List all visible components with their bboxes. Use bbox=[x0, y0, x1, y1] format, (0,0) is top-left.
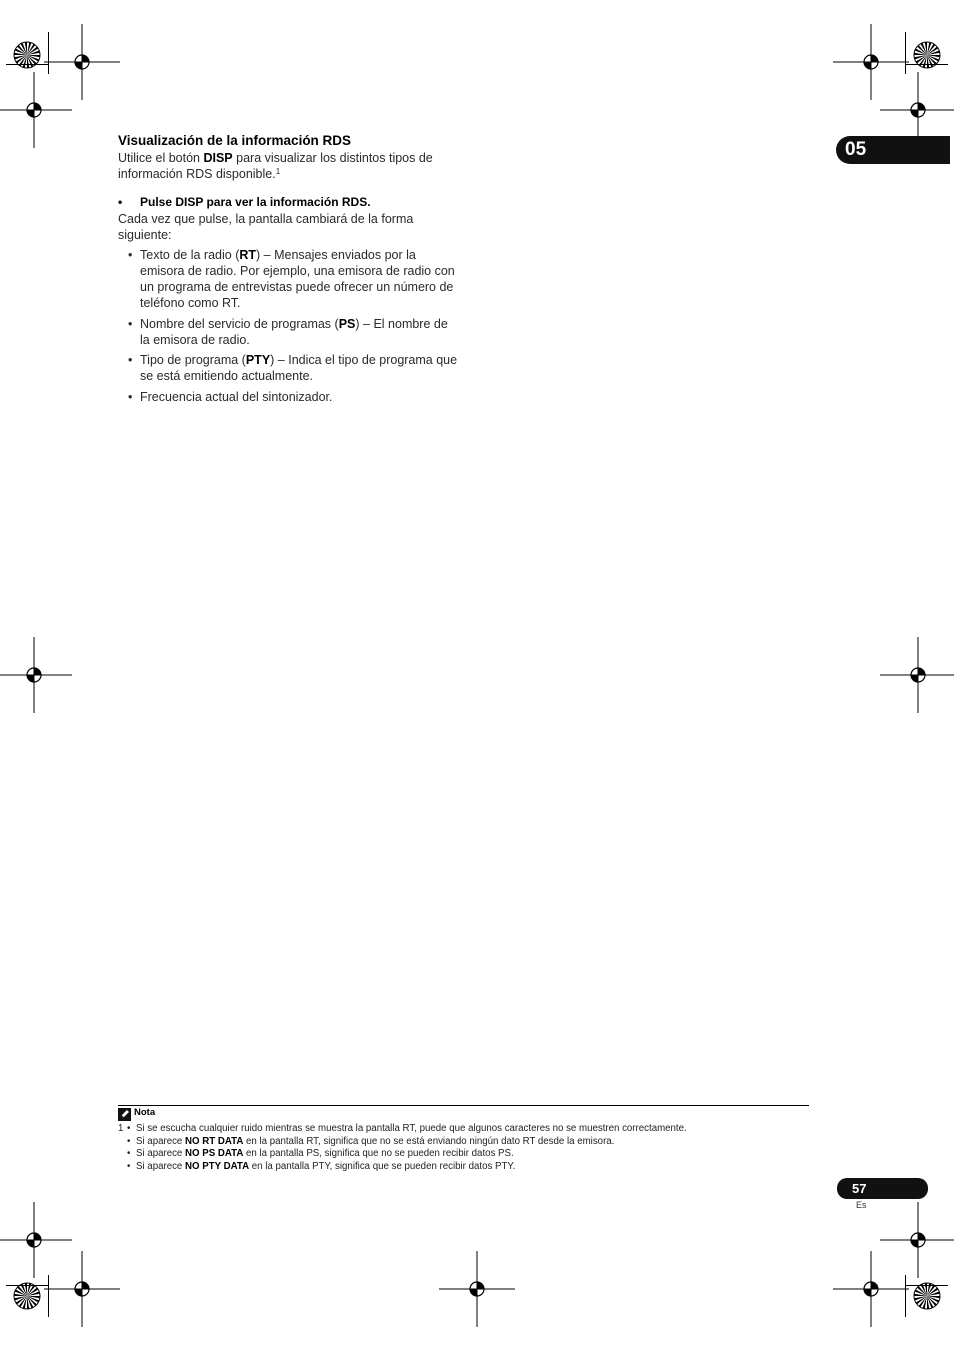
step-description: Cada vez que pulse, la pantalla cambiará de la forma siguiente: bbox=[118, 212, 414, 242]
note-divider bbox=[118, 1105, 809, 1106]
page-number-tab: 57 bbox=[837, 1178, 928, 1199]
item-text: Nombre del servicio de programas ( bbox=[140, 317, 339, 331]
footnote-number: 1 bbox=[118, 1123, 124, 1134]
note-line: • Si aparece NO RT DATA en la pantalla RT, significa que no se está enviando ningún dato RT desde la emisora. bbox=[127, 1136, 615, 1147]
crop-mark bbox=[6, 64, 48, 65]
chapter-number-tab: 05 bbox=[836, 136, 950, 164]
step-instruction bbox=[118, 195, 371, 209]
step-bullet: • bbox=[118, 195, 123, 209]
crop-mark bbox=[48, 1275, 49, 1317]
registration-mark-icon bbox=[831, 1249, 911, 1329]
starburst-target-icon bbox=[913, 1282, 941, 1310]
crop-mark bbox=[48, 32, 49, 74]
disp-button-ref: DISP bbox=[203, 151, 233, 165]
note-title: Nota bbox=[134, 1107, 156, 1118]
item-bold: PTY bbox=[245, 353, 271, 367]
item-text-continued: ) – El nombre de la emisora de radio. bbox=[140, 317, 448, 347]
note-line: • Si aparece NO PTY DATA en la pantalla PTY, significa que se pueden recibir datos PTY. bbox=[127, 1161, 516, 1172]
starburst-target-icon bbox=[13, 1282, 41, 1310]
crop-mark bbox=[905, 32, 906, 74]
note-bold: NO PS DATA bbox=[185, 1148, 244, 1159]
step-label: Pulse DISP para ver la información RDS. bbox=[140, 195, 371, 209]
registration-mark-icon bbox=[0, 635, 74, 715]
note-line: 1 • Si se escucha cualquier ruido mientras se muestra la pantalla RT, puede que algunos caracteres no se muestren correctamente. bbox=[118, 1123, 687, 1134]
intro-paragraph bbox=[118, 150, 463, 182]
item-text-continued: ) – Mensajes enviados por la emisora de radio. Por ejemplo, una emisora de radio con un programa de entrevistas puede ofrecer un número de teléfono como RT. bbox=[140, 248, 455, 310]
crop-mark bbox=[906, 64, 948, 65]
list-item bbox=[128, 389, 458, 405]
section-heading: Visualización de la información RDS bbox=[118, 133, 352, 148]
registration-mark-icon bbox=[42, 1249, 122, 1329]
intro-text-continued: para visualizar los distintos tipos de información RDS disponible. bbox=[118, 151, 433, 181]
note-pencil-icon bbox=[118, 1108, 131, 1121]
item-bold: RT bbox=[239, 248, 257, 262]
registration-mark-icon bbox=[437, 1249, 517, 1329]
item-text: Tipo de programa ( bbox=[140, 353, 246, 367]
bullet: • bbox=[128, 317, 133, 331]
item-text: Frecuencia actual del sintonizador. bbox=[140, 390, 333, 404]
list-item bbox=[128, 316, 458, 348]
crop-mark bbox=[6, 1285, 48, 1286]
list-item bbox=[128, 352, 458, 384]
note-text-continued: en la pantalla PS, significa que no se pueden recibir datos PS. bbox=[243, 1148, 514, 1159]
item-text: Texto de la radio ( bbox=[140, 248, 240, 262]
crop-mark bbox=[906, 1285, 948, 1286]
note-text: Si se escucha cualquier ruido mientras se muestra la pantalla RT, puede que algunos caracteres no se muestren correctamente. bbox=[136, 1123, 687, 1134]
note-line: • Si aparece NO PS DATA en la pantalla PS, significa que no se pueden recibir datos PS. bbox=[127, 1148, 514, 1159]
registration-mark-icon bbox=[878, 635, 954, 715]
intro-text: Utilice el botón bbox=[118, 151, 204, 165]
registration-mark-icon bbox=[0, 70, 74, 150]
page-language: Es bbox=[856, 1200, 867, 1210]
note-bold: NO RT DATA bbox=[185, 1136, 244, 1147]
note-text: Si aparece bbox=[136, 1148, 186, 1159]
note-bold: NO PTY DATA bbox=[185, 1161, 250, 1172]
note-text-continued: en la pantalla RT, significa que no se está enviando ningún dato RT desde la emisora. bbox=[243, 1136, 615, 1147]
note-text-continued: en la pantalla PTY, significa que se pueden recibir datos PTY. bbox=[249, 1161, 516, 1172]
item-text-continued: ) – Indica el tipo de programa que se está emitiendo actualmente. bbox=[140, 353, 458, 383]
note-text: Si aparece bbox=[136, 1161, 186, 1172]
list-item bbox=[128, 247, 458, 311]
bullet: • bbox=[128, 353, 133, 367]
bullet: • bbox=[128, 248, 133, 262]
footnote-ref: 1 bbox=[275, 167, 281, 176]
item-bold: PS bbox=[338, 317, 356, 331]
crop-mark bbox=[905, 1275, 906, 1317]
bullet: • bbox=[128, 390, 133, 404]
note-text: Si aparece bbox=[136, 1136, 186, 1147]
